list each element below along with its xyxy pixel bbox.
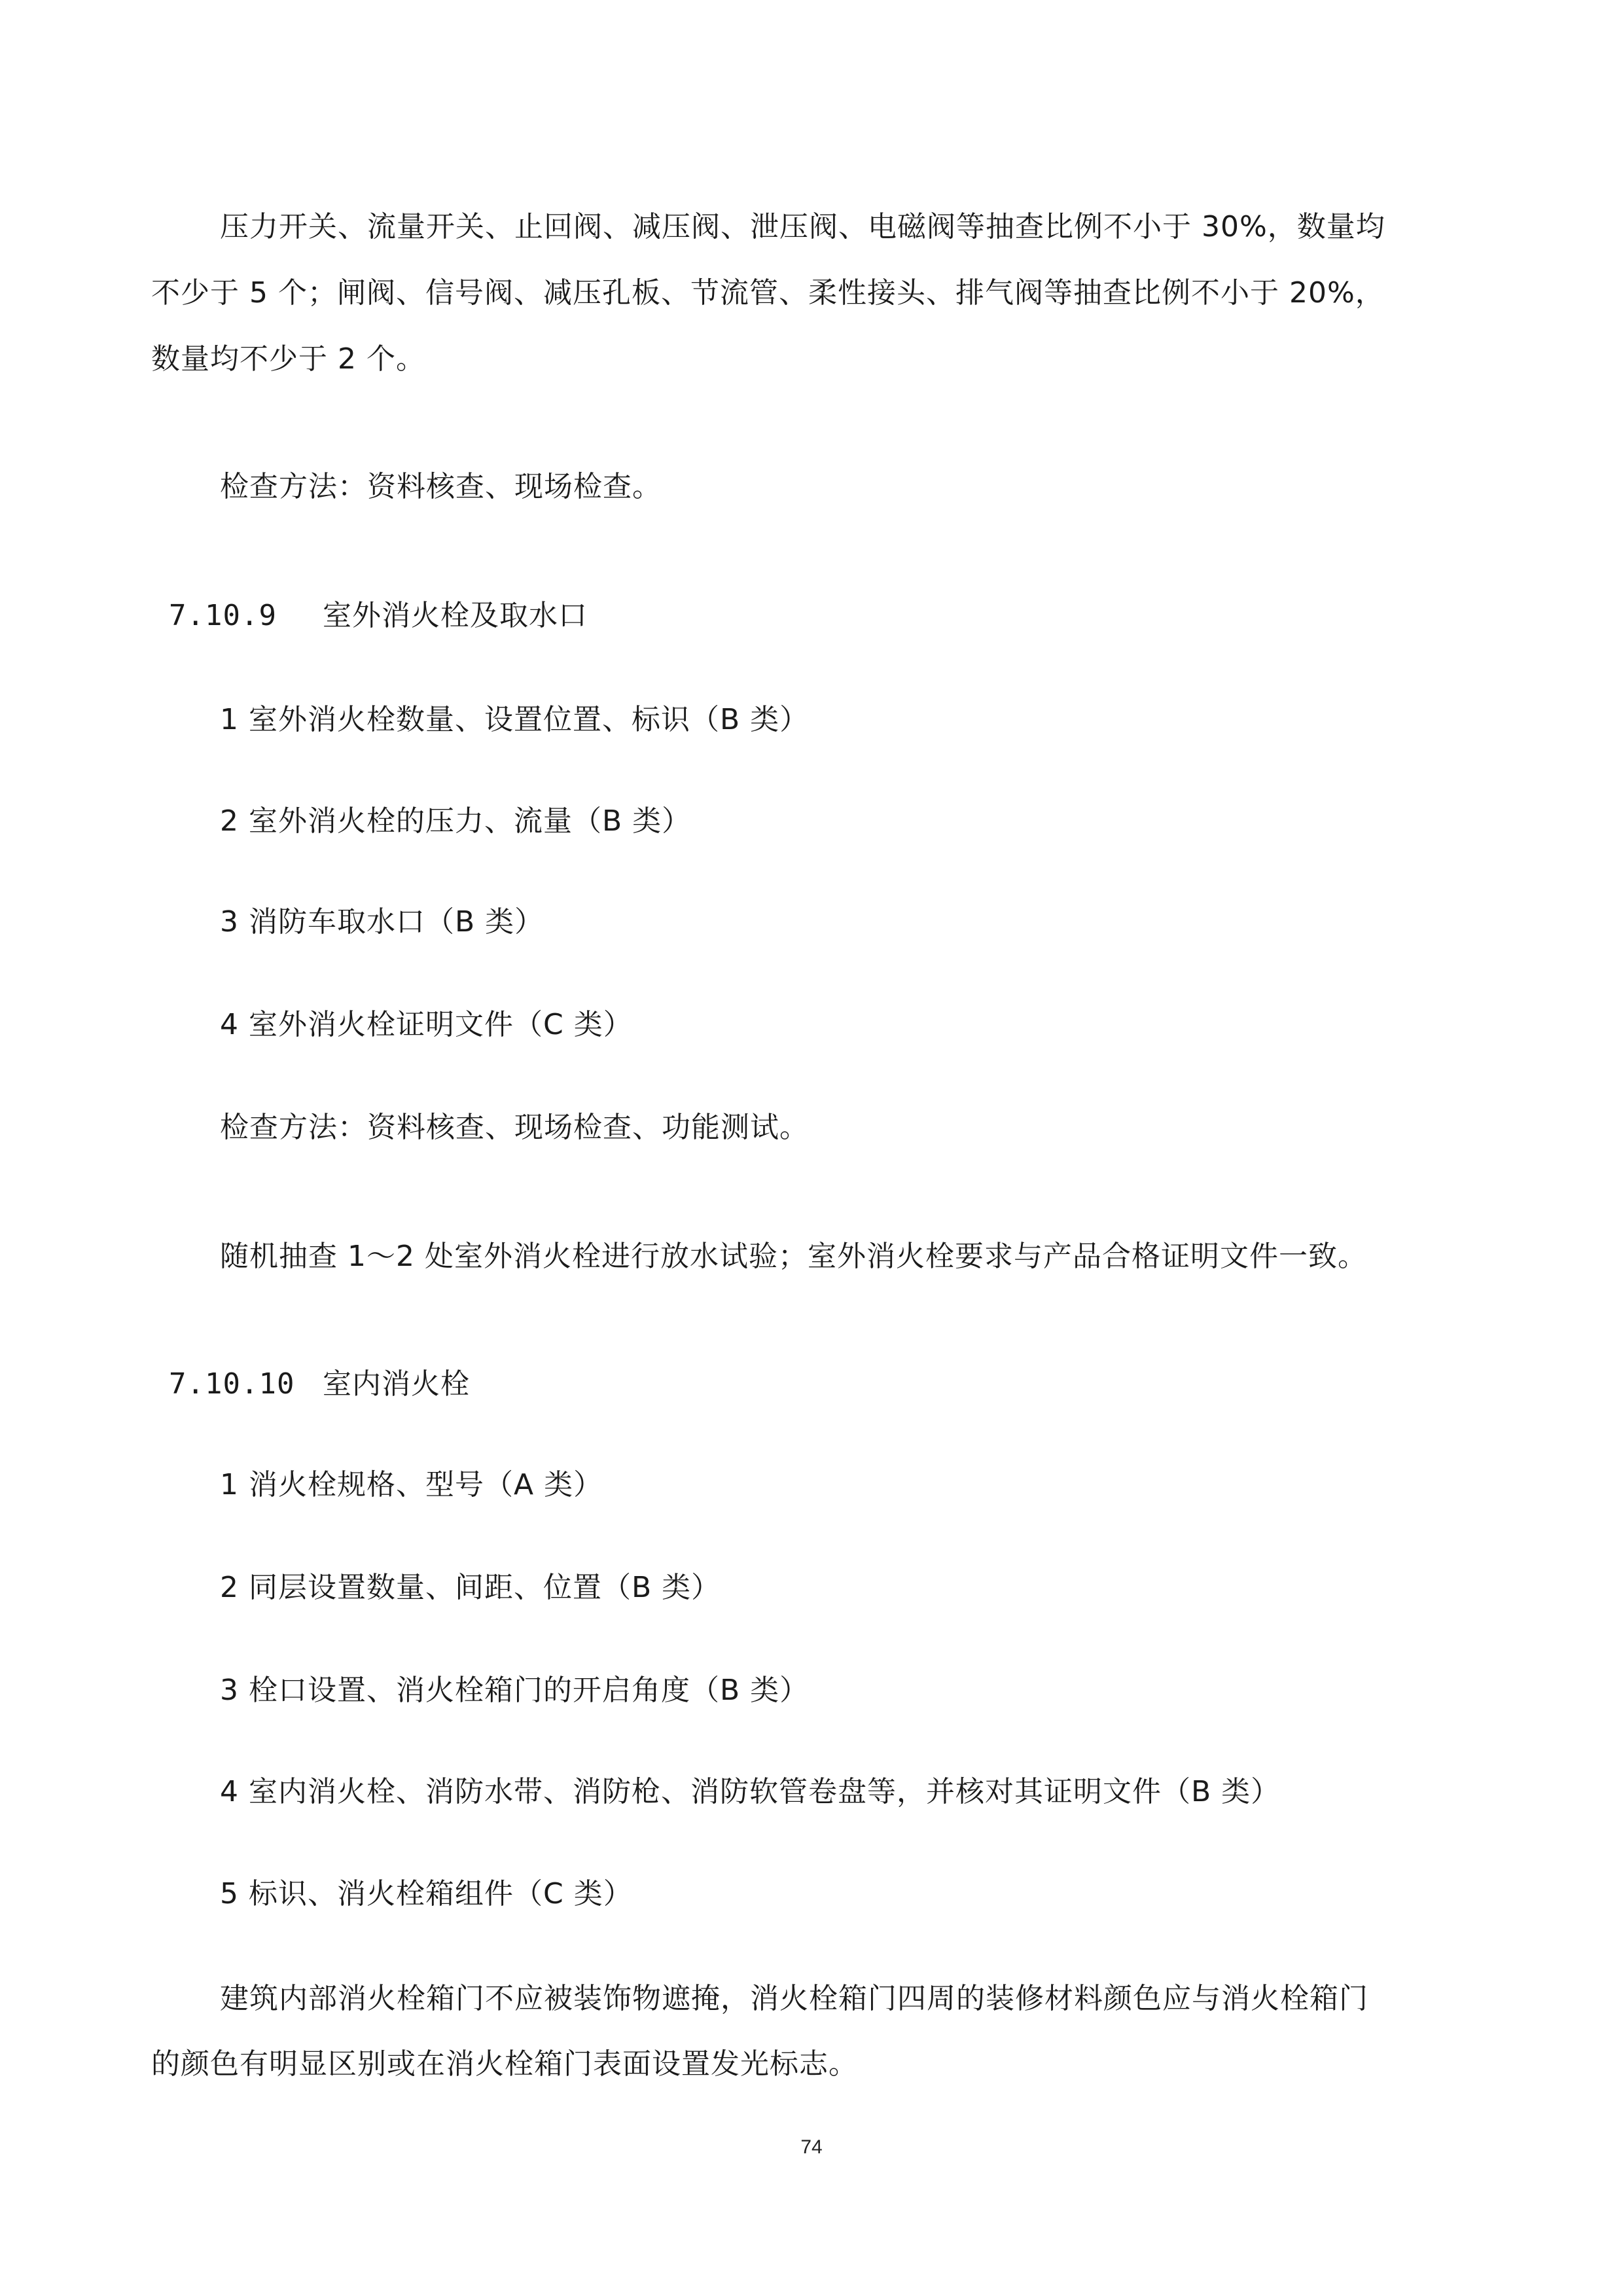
list-item: 3 消防车取水口（B 类） [220, 905, 544, 939]
list-item: 2 同层设置数量、间距、位置（B 类） [220, 1571, 721, 1604]
section-title: 室内消火栓 [323, 1367, 470, 1401]
list-item: 1 消火栓规格、型号（A 类） [220, 1468, 603, 1501]
paragraph-line: 压力开关、流量开关、止回阀、减压阀、泄压阀、电磁阀等抽查比例不小于 30%，数量均 [220, 210, 1385, 243]
section-title: 室外消火栓及取水口 [323, 599, 588, 632]
list-item: 2 室外消火栓的压力、流量（B 类） [220, 804, 692, 838]
section-number: 7.10.9 [169, 599, 277, 632]
paragraph-line: 建筑内部消火栓箱门不应被装饰物遮掩，消火栓箱门四周的装修材料颜色应与消火栓箱门 [220, 1982, 1368, 2015]
list-item: 4 室外消火栓证明文件（C 类） [220, 1008, 633, 1041]
section-number: 7.10.10 [169, 1367, 295, 1401]
paragraph-line: 的颜色有明显区别或在消火栓箱门表面设置发光标志。 [151, 2047, 858, 2081]
inspection-note: 随机抽查 1～2 处室外消火栓进行放水试验；室外消火栓要求与产品合格证明文件一致。 [220, 1240, 1367, 1273]
page-number: 74 [800, 2136, 823, 2158]
list-item: 1 室外消火栓数量、设置位置、标识（B 类） [220, 703, 810, 736]
paragraph-line: 数量均不少于 2 个。 [151, 342, 425, 376]
inspection-method: 检查方法：资料核查、现场检查。 [220, 470, 662, 503]
inspection-method: 检查方法：资料核查、现场检查、功能测试。 [220, 1111, 809, 1144]
section-heading-7-10-10 [169, 1365, 470, 1404]
list-item: 5 标识、消火栓箱组件（C 类） [220, 1877, 633, 1910]
paragraph-line: 不少于 5 个；闸阀、信号阀、减压孔板、节流管、柔性接头、排气阀等抽查比例不小于 20%， [151, 276, 1385, 310]
section-heading-7-10-9 [169, 596, 588, 636]
list-item: 4 室内消火栓、消防水带、消防枪、消防软管卷盘等，并核对其证明文件（B 类） [220, 1775, 1281, 1808]
list-item: 3 栓口设置、消火栓箱门的开启角度（B 类） [220, 1674, 810, 1707]
